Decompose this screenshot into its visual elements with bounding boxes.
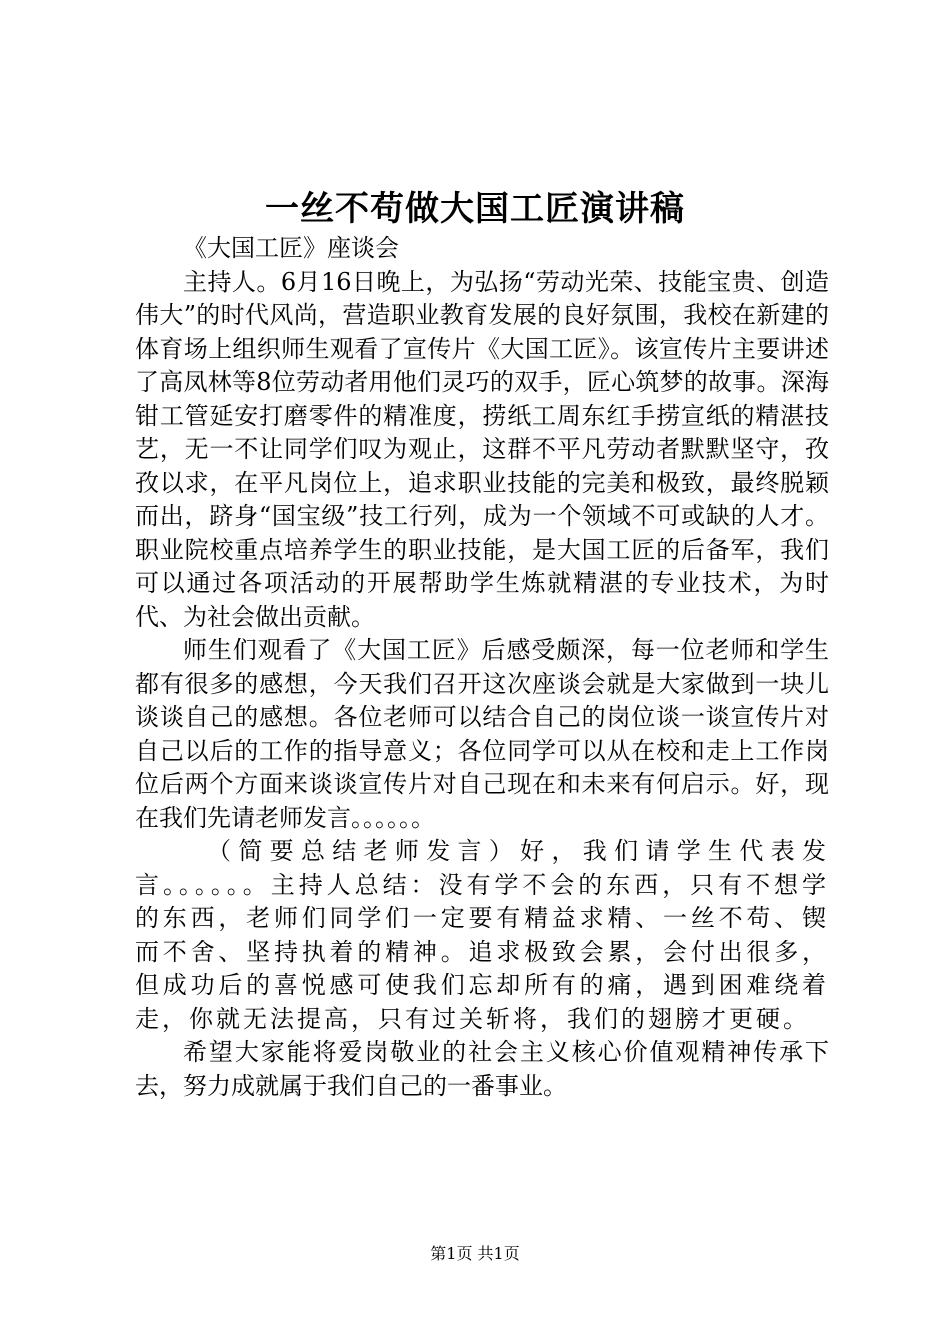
paragraph-3: （简要总结老师发言）好，我们请学生代表发言。。。。。。主持人总结：没有学不会的东西，只有不想学的东西，老师们同学们一定要有精益求精、一丝不苟、锲而不舍、坚持执着的精神。追求极致会累，会付出很多，但成功后的喜悦感可使我们忘却所有的痛，遇到困难绕着走，你就无法提高，只有过关斩将，我们的翅膀才更硬。 bbox=[135, 837, 829, 1033]
paragraph-1: 主持人。6月16日晚上，为弘扬“劳动光荣、技能宝贵、创造伟大”的时代风尚，营造职业教育发展的良好氛围，我校在新建的体育场上组织师生观看了宣传片《大国工匠》。该宣传片主要讲述了高凤林等8位劳动者用他们灵巧的双手，匠心筑梦的故事。深海钳工管延安打磨零件的精准度，捞纸工周东红手捞宣纸的精湛技艺，无一不让同学们叹为观止，这群不平凡劳动者默默坚守，孜孜以求，在平凡岗位上，追求职业技能的完美和极致，最终脱颖而出，跻身“国宝级”技工行列，成为一个领域不可或缺的人才。职业院校重点培养学生的职业技能，是大国工匠的后备军，我们可以通过各项活动的开展帮助学生炼就精湛的专业技术，为时代、为社会做出贡献。 bbox=[135, 267, 829, 631]
document-title: 一丝不苟做大国工匠演讲稿 bbox=[265, 189, 685, 229]
page-footer: 第1页 共1页 bbox=[430, 1244, 520, 1263]
document-body bbox=[135, 232, 829, 1103]
document-subtitle: 《大国工匠》座谈会 bbox=[183, 234, 399, 262]
paragraph-4: 希望大家能将爱岗敬业的社会主义核心价值观精神传承下去，努力成就属于我们自己的一番事业。 bbox=[135, 1038, 829, 1100]
paragraph-2: 师生们观看了《大国工匠》后感受颇深，每一位老师和学生都有很多的感想，今天我们召开这次座谈会就是大家做到一块儿谈谈自己的感想。各位老师可以结合自己的岗位谈一谈宣传片对自己以后的工作的指导意义；各位同学可以从在校和走上工作岗位后两个方面来谈谈宣传片对自己现在和未来有何启示。好，现在我们先请老师发言。。。。。。 bbox=[135, 636, 829, 832]
